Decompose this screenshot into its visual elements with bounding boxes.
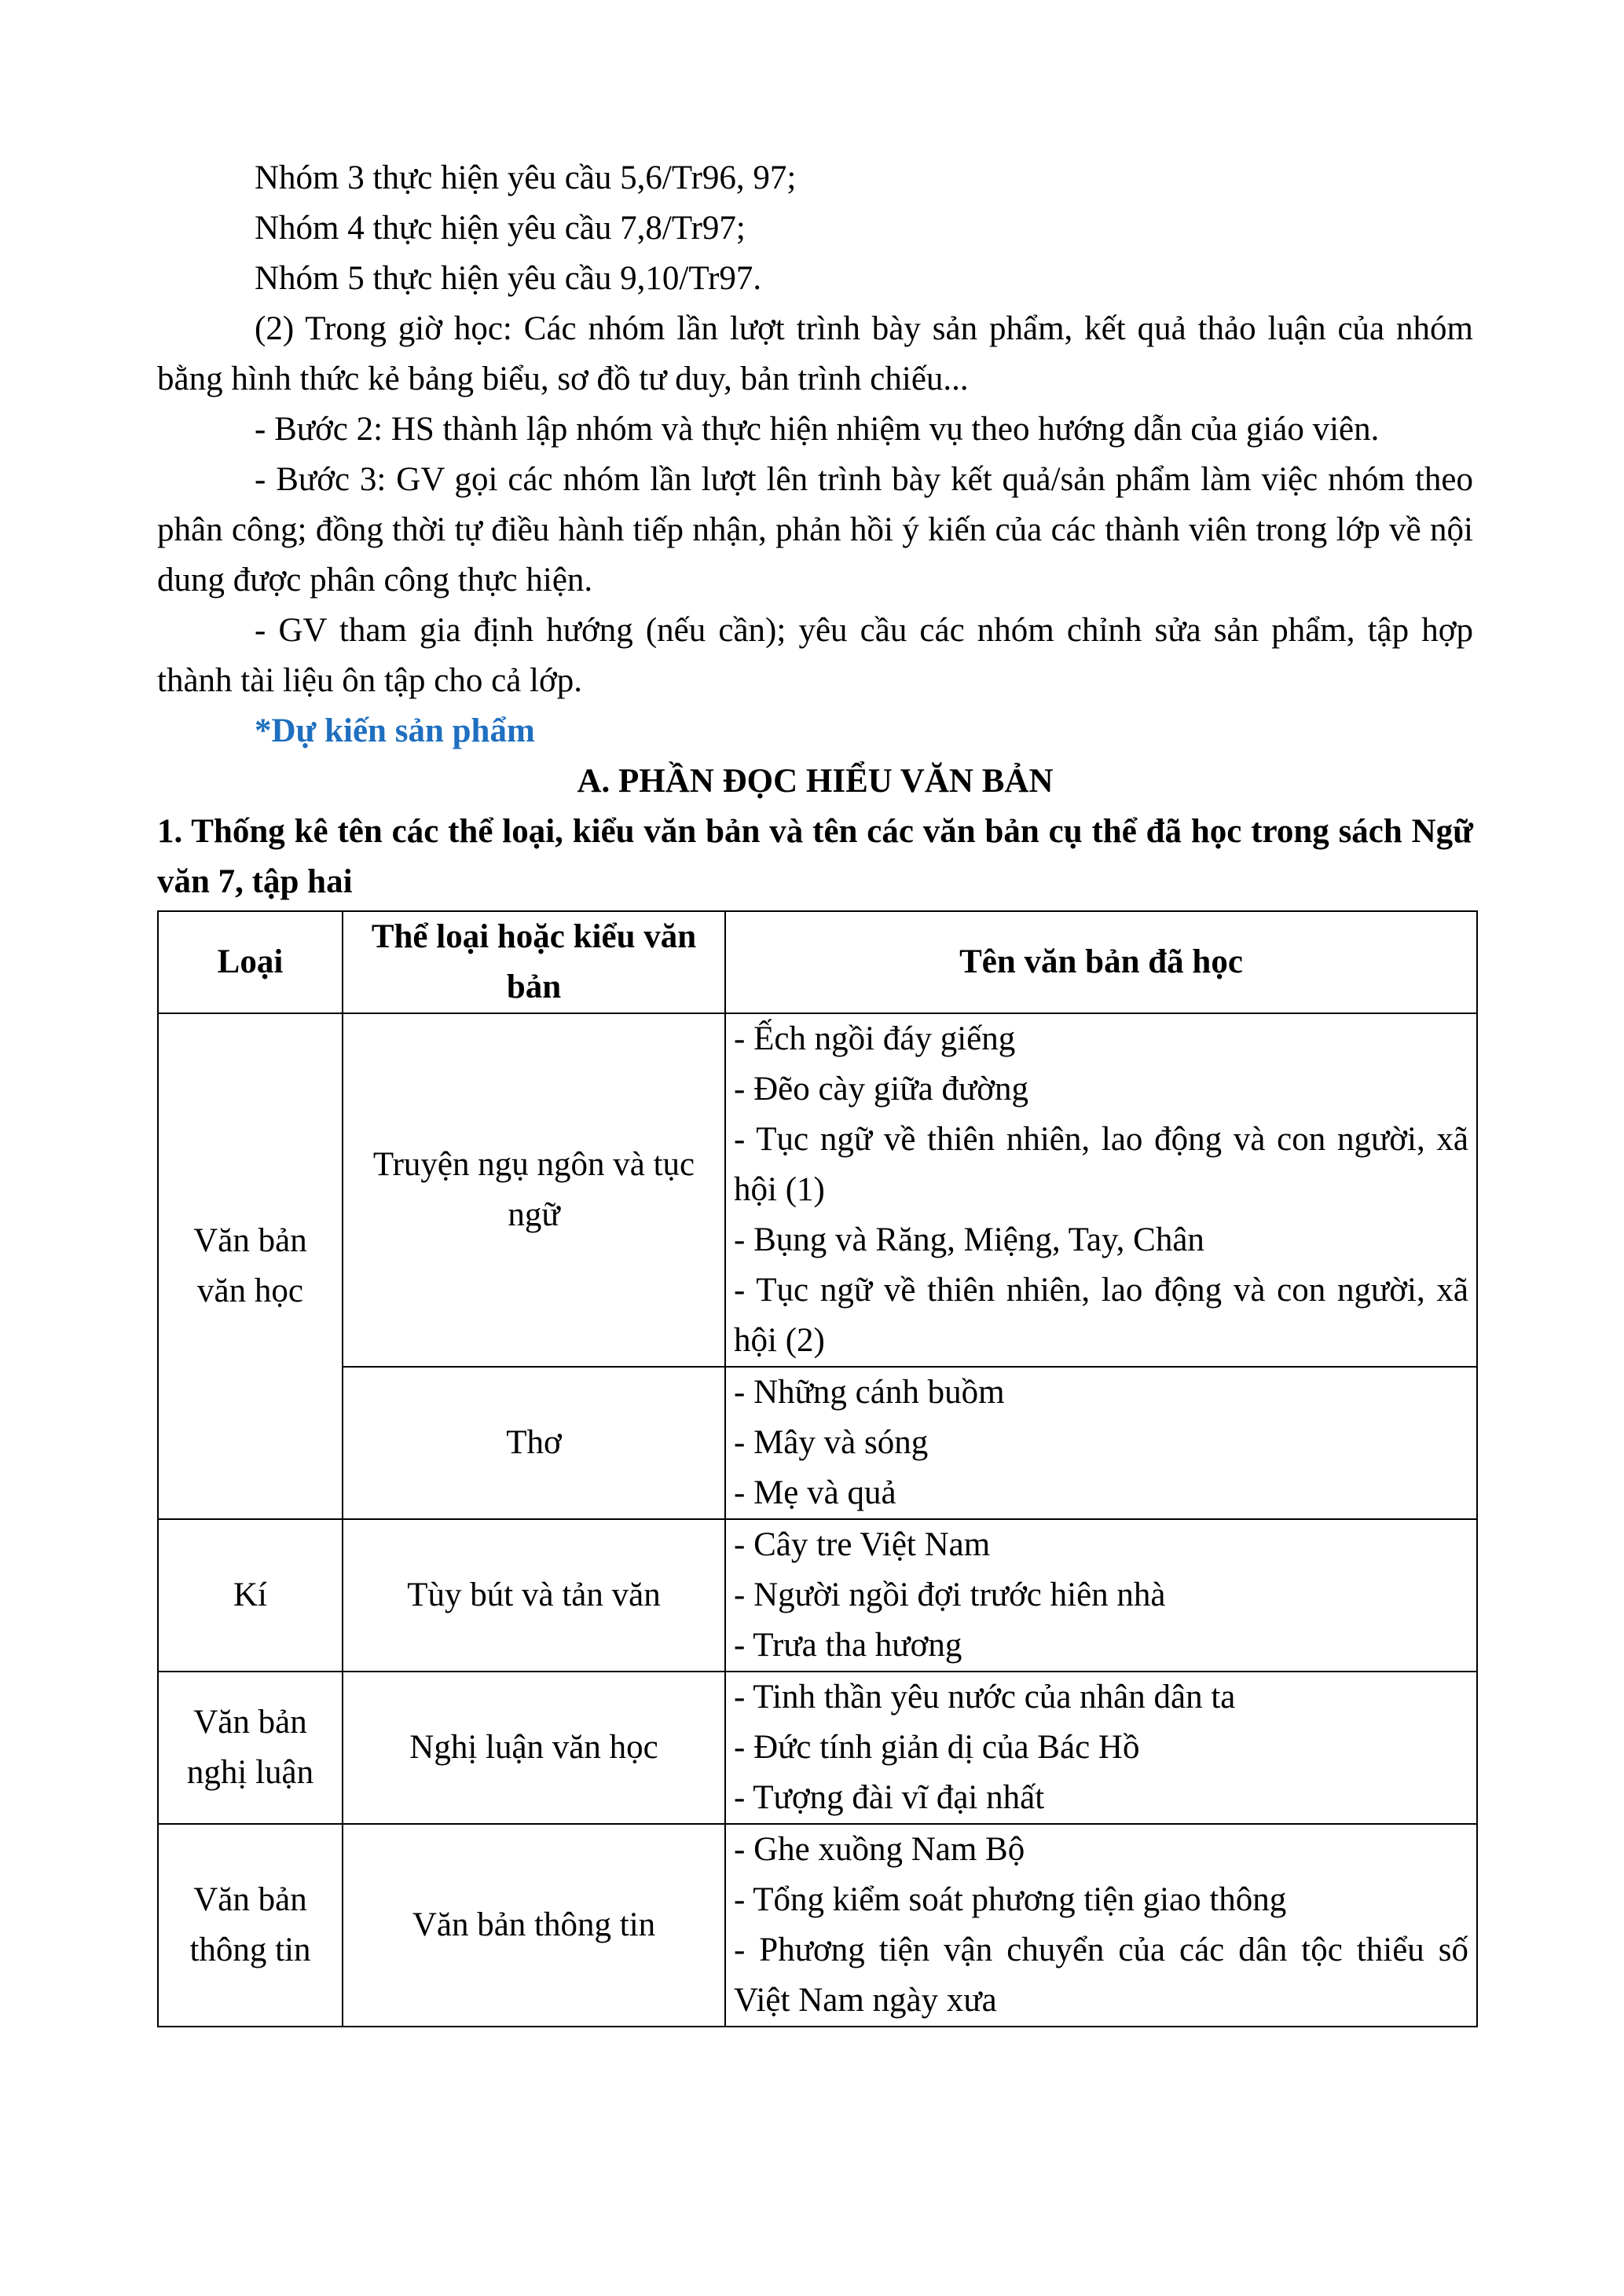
texts-cell bbox=[725, 1672, 1477, 1824]
text-item: - Đẽo cày giữa đường bbox=[734, 1071, 1029, 1108]
genre-cell: Văn bản thông tin bbox=[343, 1824, 725, 2027]
text-item: - Mây và sóng bbox=[734, 1424, 929, 1461]
text-item: - Tục ngữ về thiên nhiên, lao động và con người, xã hội (2) bbox=[734, 1272, 1468, 1359]
text-item: - Mẹ và quả bbox=[734, 1474, 896, 1511]
text-item: - Tục ngữ về thiên nhiên, lao động và con người, xã hội (1) bbox=[734, 1121, 1468, 1208]
text-item: - Trưa tha hương bbox=[734, 1627, 962, 1664]
header-texts: Tên văn bản đã học bbox=[725, 911, 1477, 1013]
table-heading: 1. Thống kê tên các thể loại, kiểu văn bản và tên các văn bản cụ thể đã học trong sách Ngữ văn 7, tập hai bbox=[157, 813, 1473, 900]
section-title: A. PHẦN ĐỌC HIỂU VĂN BẢN bbox=[577, 763, 1054, 800]
text-item: - Ếch ngồi đáy giếng bbox=[734, 1020, 1016, 1057]
text-item: - Những cánh buồm bbox=[734, 1374, 1005, 1411]
text-item: - Ghe xuồng Nam Bộ bbox=[734, 1831, 1025, 1868]
table-header-row bbox=[158, 911, 1477, 1013]
text-item: - Tổng kiểm soát phương tiện giao thông bbox=[734, 1881, 1287, 1918]
text-item: - Phương tiện vận chuyển của các dân tộc thiểu số Việt Nam ngày xưa bbox=[734, 1932, 1468, 2019]
texts-cell bbox=[725, 1824, 1477, 2027]
paragraph-group-3: Nhóm 3 thực hiện yêu cầu 5,6/Tr96, 97; bbox=[255, 159, 797, 196]
paragraph-in-class: (2) Trong giờ học: Các nhóm lần lượt trình bày sản phẩm, kết quả thảo luận của nhóm bằng hình thức kẻ bảng biểu, sơ đồ tư duy, bản trình chiếu... bbox=[157, 310, 1473, 397]
text-statistics-table bbox=[157, 910, 1478, 2027]
texts-cell bbox=[725, 1367, 1477, 1519]
text-item: - Tinh thần yêu nước của nhân dân ta bbox=[734, 1679, 1236, 1716]
paragraph-group-5: Nhóm 5 thực hiện yêu cầu 9,10/Tr97. bbox=[255, 260, 762, 297]
text-item: - Đức tính giản dị của Bác Hồ bbox=[734, 1729, 1140, 1766]
text-item: - Cây tre Việt Nam bbox=[734, 1526, 991, 1563]
table-row bbox=[158, 1672, 1477, 1824]
table-row bbox=[158, 1013, 1477, 1367]
genre-cell: Tùy bút và tản văn bbox=[343, 1519, 725, 1672]
text-item: - Tượng đài vĩ đại nhất bbox=[734, 1779, 1045, 1816]
table-row bbox=[158, 1824, 1477, 2027]
paragraph-step-2: - Bước 2: HS thành lập nhóm và thực hiện nhiệm vụ theo hướng dẫn của giáo viên. bbox=[255, 411, 1380, 448]
text-item: - Người ngồi đợi trước hiên nhà bbox=[734, 1576, 1166, 1613]
texts-cell bbox=[725, 1519, 1477, 1672]
texts-cell bbox=[725, 1013, 1477, 1367]
paragraph-group-4: Nhóm 4 thực hiện yêu cầu 7,8/Tr97; bbox=[255, 210, 746, 247]
table-row bbox=[158, 1367, 1477, 1519]
paragraph-step-3: - Bước 3: GV gọi các nhóm lần lượt lên trình bày kết quả/sản phẩm làm việc nhóm theo phân công; đồng thời tự điều hành tiếp nhận, phản hồi ý kiến của các thành viên trong lớp về nội dung được phân công thực hiện. bbox=[157, 461, 1473, 599]
type-cell: Văn bản thông tin bbox=[158, 1824, 343, 2027]
type-cell: Văn bản nghị luận bbox=[158, 1672, 343, 1824]
expected-product-label: *Dự kiến sản phẩm bbox=[255, 712, 535, 749]
document-page bbox=[157, 153, 1473, 2027]
header-type: Loại bbox=[158, 911, 343, 1013]
genre-cell: Thơ bbox=[343, 1367, 725, 1519]
genre-cell: Nghị luận văn học bbox=[343, 1672, 725, 1824]
text-item: - Bụng và Răng, Miệng, Tay, Chân bbox=[734, 1221, 1204, 1258]
paragraph-teacher-guidance: - GV tham gia định hướng (nếu cần); yêu cầu các nhóm chỉnh sửa sản phẩm, tập hợp thành tài liệu ôn tập cho cả lớp. bbox=[157, 612, 1473, 699]
type-cell: Văn bản văn học bbox=[158, 1013, 343, 1519]
type-cell: Kí bbox=[158, 1519, 343, 1672]
table-row bbox=[158, 1519, 1477, 1672]
genre-cell: Truyện ngụ ngôn và tục ngữ bbox=[343, 1013, 725, 1367]
header-genre: Thể loại hoặc kiểu văn bản bbox=[343, 911, 725, 1013]
